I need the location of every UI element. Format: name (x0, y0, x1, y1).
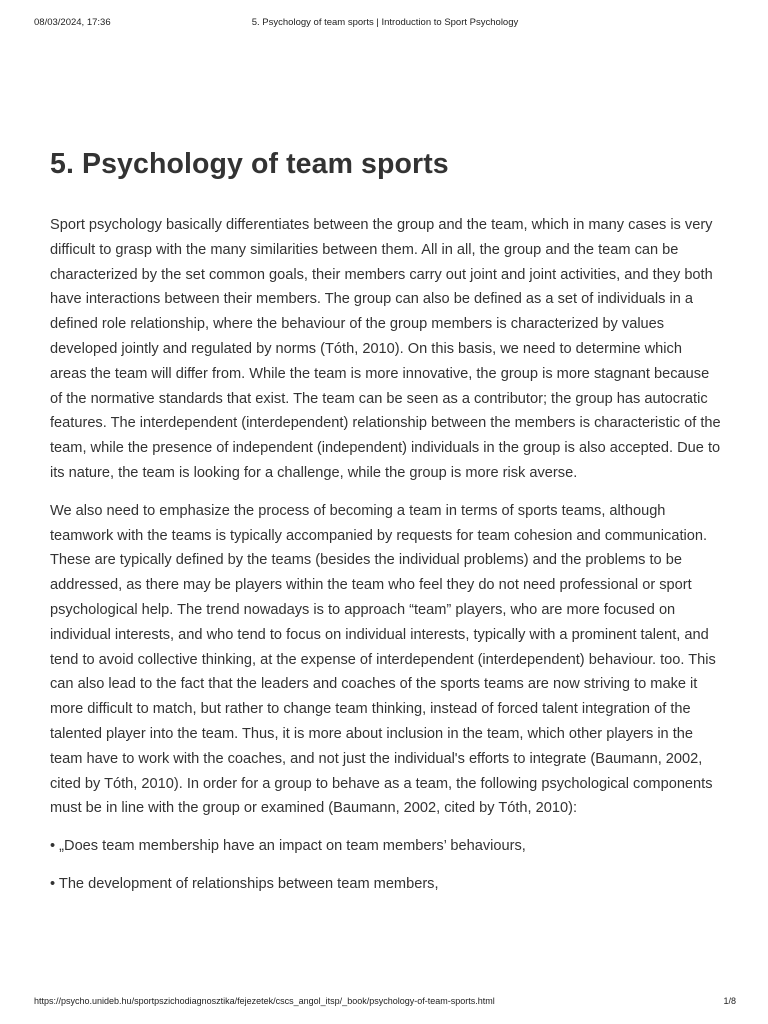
print-header (34, 17, 736, 31)
bullet-item-1: • „Does team membership have an impact on team members’ behaviours, (50, 838, 526, 855)
print-url: https://psycho.unideb.hu/sportpszichodiagnosztika/fejezetek/cscs_angol_itsp/_book/psychology-of-team-sports.html (34, 996, 495, 1006)
bullet-item-2: • The development of relationships between team members, (50, 875, 439, 892)
article-paragraph-1: Sport psychology basically differentiates between the group and the team, which in many cases is very difficult to grasp with the many similarities between them. All in all, the group and the team can be characterized by the set common goals, their members carry out joint and joint activities, and they both have interactions between their members. The group can also be defined as a set of individuals in a defined role relationship, where the behaviour of the group members is characterized by values developed jointly and regulated by norms (Tóth, 2010). On this basis, we need to determine which areas the team will differ from. While the team is more innovative, the group is more stagnant because of the normative standards that exist. The team can be seen as a contributor; the group has autocratic features. The interdependent (interdependent) relationship between the members is characteristic of the team, while the presence of independent (independent) individuals in the group is also accepted. Due to its nature, the team is looking for a challenge, while the group is more risk averse. (50, 217, 721, 481)
print-datetime: 08/03/2024, 17:36 (34, 17, 111, 28)
page-title: 5. Psychology of team sports (50, 148, 449, 180)
print-page-title: 5. Psychology of team sports | Introduction to Sport Psychology (251, 17, 519, 28)
article-paragraph-2: We also need to emphasize the process of becoming a team in terms of sports teams, although teamwork with the teams is typically accompanied by requests for team cohesion and communication. These are typically defined by the teams (besides the individual problems) and the problems to be addressed, as there may be players within the team who feel they do not need professional or sport psychological help. The trend nowadays is to approach “team” players, who are more focused on individual interests, and who tend to focus on individual interests, typically with a prominent talent, and tend to avoid collective thinking, at the expense of interdependent (interdependent) behaviour. too. This can also lead to the fact that the leaders and coaches of the sports teams are now striving to make it more difficult to match, but rather to change team thinking, instead of forced talent integration of the talented player into the team. Thus, it is more about inclusion in the team, which other players in the team have to work with the coaches, and not just the individual's efforts to integrate (Baumann, 2002, cited by Tóth, 2010). In order for a group to behave as a team, the following psychological components must be in line with the group or examined (Baumann, 2002, cited by Tóth, 2010): (50, 502, 716, 817)
print-page-number: 1/8 (723, 996, 736, 1006)
print-footer (34, 996, 736, 1010)
article (50, 145, 722, 897)
